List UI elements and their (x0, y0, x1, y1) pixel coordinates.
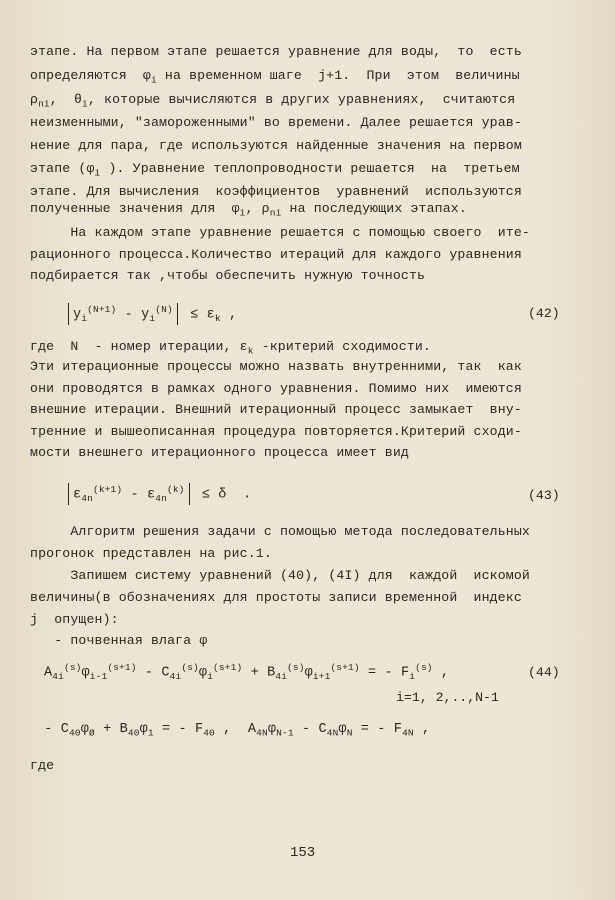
text-line: они проводятся в рамках одного уравнения. Помимо них имеются (30, 381, 522, 396)
text-line: $\rho_{ni}$, $\theta_i$, которые вычисляются в других уравнениях, считаются (30, 92, 516, 110)
equation-number: (43) (528, 488, 560, 503)
text-line: нение для пара, где используются найденные значения на первом (30, 138, 522, 153)
boundary-equations: - $C_{40}\varphi_Ø + B_{40}\varphi_1$ = - $F_{40}$ , $A_{4N}\varphi_{N-1} - C_{4N}\varphi_N$ = - $F_{4N}$ , (36, 722, 431, 739)
text-line: На каждом этапе уравнение решается с помощью своего ите- (30, 225, 530, 240)
text-line: где N - номер итерации, $\varepsilon_k$ -критерий сходимости. (30, 339, 431, 357)
text-line: полученные значения для $\varphi_i$, $\rho_{ni}$ на последующих этапах. (30, 201, 467, 219)
text-line: тренние и вышеописанная процедура повторяется.Критерий сходи- (30, 424, 522, 439)
text-line: Эти итерационные процессы можно назвать внутренними, так как (30, 359, 522, 374)
text-line: этапе ($\varphi_i$ ). Уравнение теплопроводности решается на третьем (30, 161, 520, 179)
text-line: Запишем систему уравнений (40), (4I) для каждой искомой (30, 568, 530, 583)
text-line: где (30, 758, 55, 773)
index-range: i=1, 2,..,N-1 (396, 690, 499, 705)
text-line: этапе. Для вычисления коэффициентов уравнений используются (30, 184, 522, 199)
text-line: подбирается так ,чтобы обеспечить нужную точность (30, 268, 426, 283)
text-line: прогонок представлен на рис.1. (30, 546, 272, 561)
text-line: величины(в обозначениях для простоты записи временной индекс (30, 590, 522, 605)
equation-43: $\varepsilon_{4n}^{(k+1)} - \varepsilon_{4n}^{(k)} \le \delta$ . (64, 482, 251, 507)
text-line: определяются $\varphi_i$ на временном шаге j+1. При этом величины (30, 68, 520, 86)
equation-44: $A_{4i}^{(s)}\varphi_{i-1}^{(s+1)} - C_{4i}^{(s)}\varphi_i^{(s+1)} + B_{4i}^{(s)}\varphi_{i+1}^{(s+1)}$ = - $F_i^{(s)}$ , (44, 662, 450, 683)
equation-number: (42) (528, 306, 560, 321)
page-number: 153 (290, 845, 316, 861)
equation-number: (44) (528, 665, 560, 680)
equation-42: $y_i^{(N+1)} - y_i^{(N)} \le \varepsilon_k$ , (64, 302, 237, 327)
text-line: рационного процесса.Количество итераций для каждого уравнения (30, 247, 522, 262)
text-line: внешние итерации. Внешний итерационный процесс замыкает вну- (30, 402, 522, 417)
text-line: j опущен): (30, 612, 119, 627)
text-line: Алгоритм решения задачи с помощью метода последовательных (30, 524, 530, 539)
text-line: этапе. На первом этапе решается уравнение для воды, то есть (30, 44, 522, 59)
text-line: мости внешнего итерационного процесса имеет вид (30, 445, 409, 460)
text-line: неизменными, "замороженными" во времени. Далее решается урав- (30, 115, 522, 130)
text-line: - почвенная влага φ (30, 633, 208, 648)
